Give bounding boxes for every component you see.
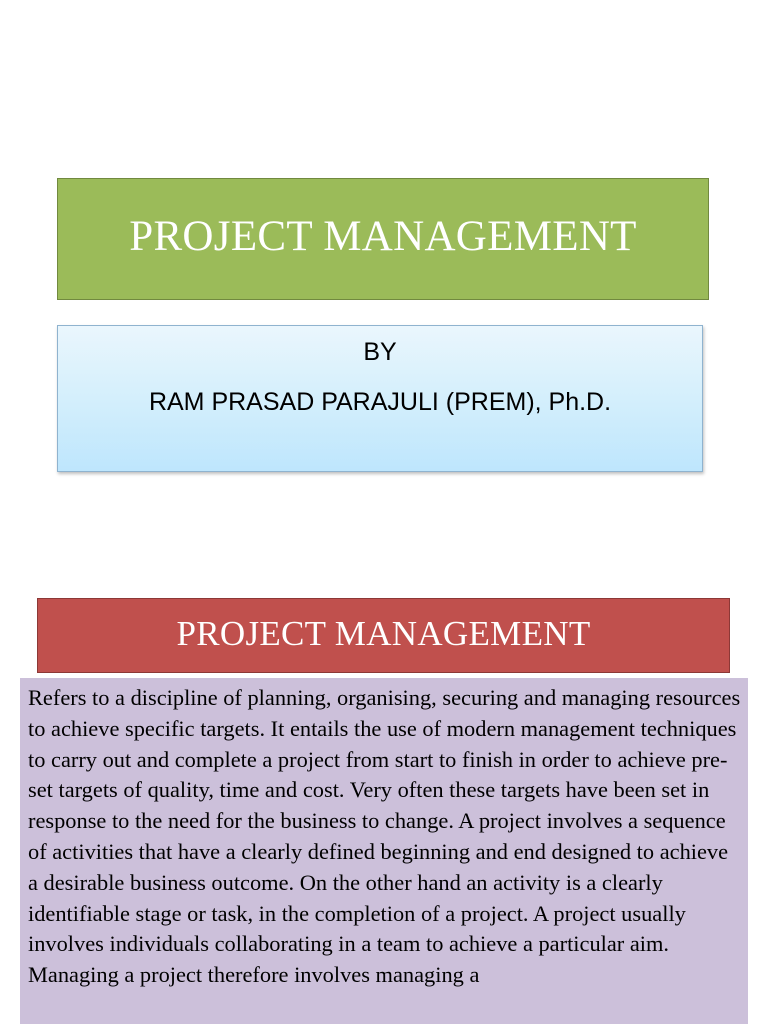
body-paragraph: Refers to a discipline of planning, organising, securing and managing resources to achieve specific targets. It entails the use of modern management techniques to carry out and complete a project from start to finish in order to achieve pre-set targets of quality, time and cost. Very often these targets have been set in response to the need for the business to change. A project involves a sequence of activities that have a clearly defined beginning and end designed to achieve a desirable business outcome. On the other hand an activity is a clearly identifiable stage or task, in the completion of a project. A project usually involves individuals collaborating in a team to achieve a particular aim. Managing a project therefore involves managing a: [28, 685, 741, 988]
slide-definition: [0, 536, 768, 1024]
subtitle-by-text: BY: [363, 338, 397, 366]
subtitle-box: [57, 325, 703, 472]
author-name: RAM PRASAD PARAJULI (PREM), Ph.D.: [148, 388, 612, 416]
header-box: [37, 598, 730, 673]
slide-heading: PROJECT MANAGEMENT: [176, 613, 591, 653]
body-box: [20, 678, 748, 1024]
slide-title-text: PROJECT MANAGEMENT: [129, 212, 637, 260]
title-box: [57, 178, 709, 300]
